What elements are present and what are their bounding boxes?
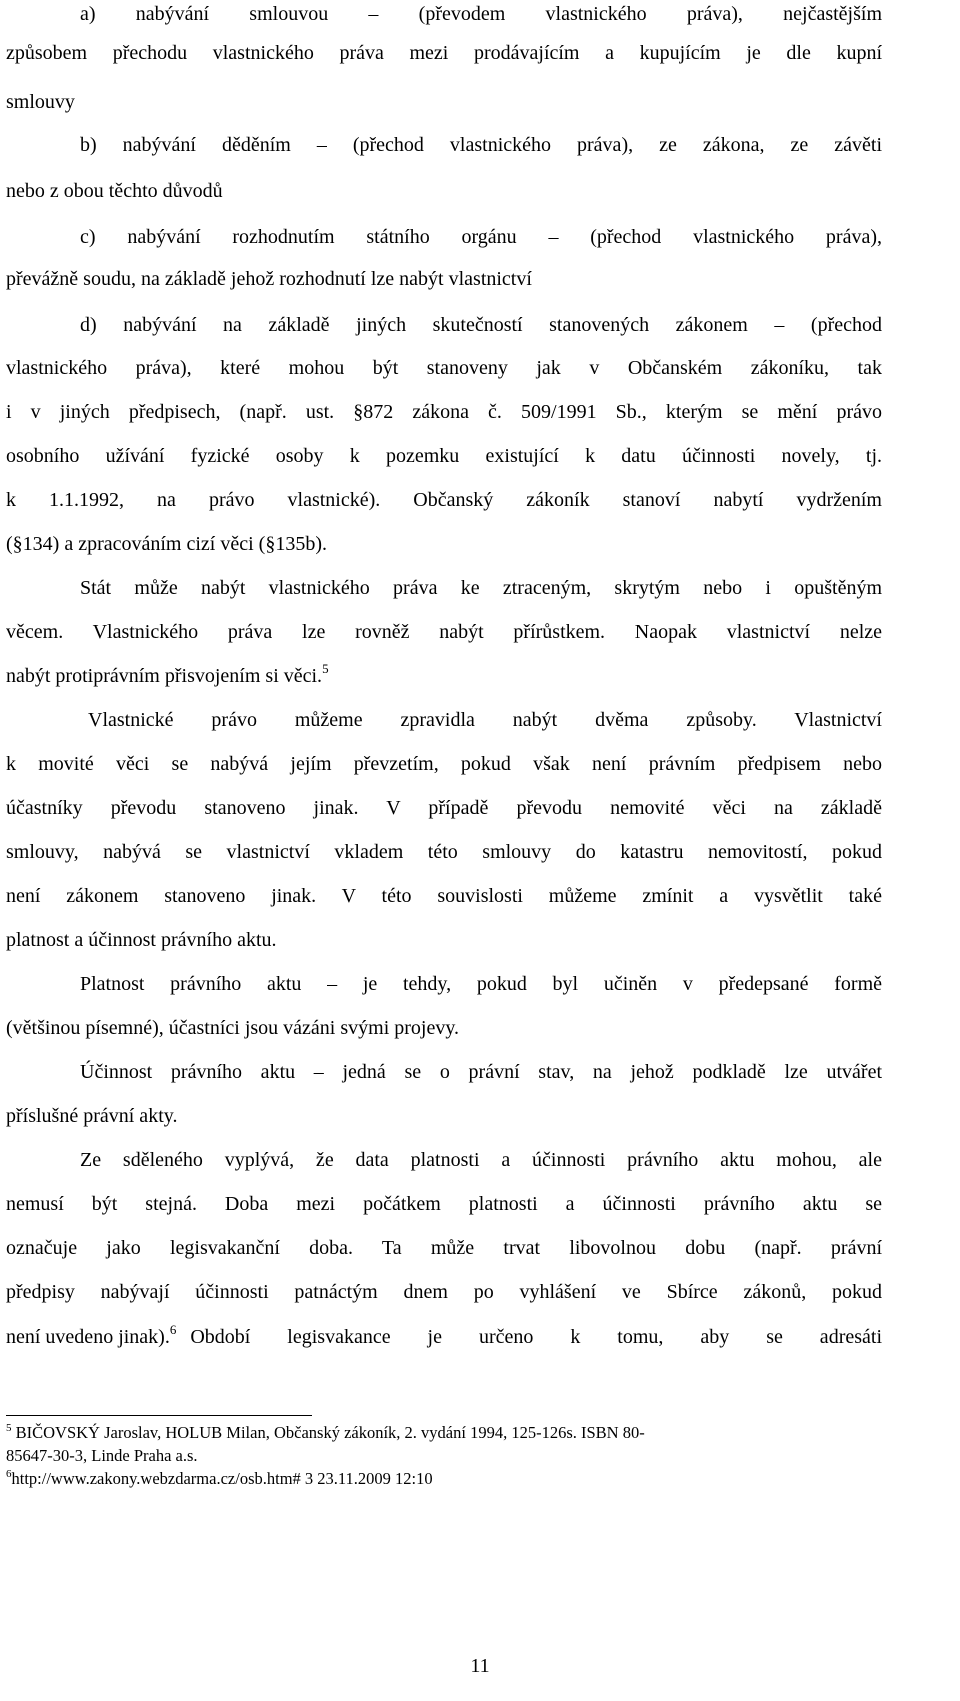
footnote-number: 6	[6, 1468, 12, 1480]
text-line: osobního užívání fyzické osoby k pozemku existující k datu účinnosti novely, tj.	[6, 445, 882, 467]
footnote-separator	[6, 1415, 312, 1416]
footnote-6	[6, 1469, 433, 1489]
text-line: vlastnického práva), které mohou být stanoveny jak v Občanském zákoníku, tak	[6, 357, 882, 379]
text-line: smlouvy, nabývá se vlastnictví vkladem této smlouvy do katastru nemovitostí, pokud	[6, 841, 882, 863]
text-line: (většinou písemné), účastníci jsou vázáni svými projevy.	[6, 1017, 460, 1039]
text-line: platnost a účinnost právního aktu.	[6, 929, 277, 951]
text-line	[6, 1322, 882, 1349]
text-line: k 1.1.1992, na právo vlastnické). Občanský zákoník stanoví nabytí vydržením	[6, 489, 882, 511]
text-span	[6, 1322, 177, 1349]
text-span: není uvedeno jinak).	[6, 1326, 170, 1348]
footnote-text: BIČOVSKÝ Jaroslav, HOLUB Milan, Občanský zákoník, 2. vydání 1994, 125-126s. ISBN 80-	[15, 1423, 645, 1442]
text-line: příslušné právní akty.	[6, 1105, 178, 1127]
text-span: Období legisvakance je určeno k tomu, aby se adresáti	[190, 1326, 882, 1348]
text-line: i v jiných předpisech, (např. ust. §872 zákona č. 509/1991 Sb., kterým se mění právo	[6, 401, 882, 423]
footnote-link[interactable]: http://www.zakony.webzdarma.cz/osb.htm# 3 23.11.2009 12:10	[11, 1469, 433, 1488]
text-line: Stát může nabýt vlastnického práva ke ztraceným, skrytým nebo i opuštěným	[80, 577, 882, 599]
text-line: účastníky převodu stanoveno jinak. V případě převodu nemovité věci na základě	[6, 797, 882, 819]
text-line: způsobem přechodu vlastnického práva mezi prodávajícím a kupujícím je dle kupní	[6, 42, 882, 64]
text-line	[6, 661, 329, 688]
text-line: Platnost právního aktu – je tehdy, pokud byl učiněn v předepsané formě	[80, 973, 882, 995]
text-line: Ze sděleného vyplývá, že data platnosti a účinnosti právního aktu mohou, ale	[80, 1149, 882, 1171]
footnote-5	[6, 1423, 645, 1443]
text-line: d) nabývání na základě jiných skutečností stanovených zákonem – (přechod	[80, 314, 882, 336]
text-line: převážně soudu, na základě jehož rozhodnutí lze nabýt vlastnictví	[6, 268, 532, 290]
text-line: nemusí být stejná. Doba mezi počátkem platnosti a účinnosti právního aktu se	[6, 1193, 882, 1215]
footnote-number: 5	[6, 1422, 12, 1434]
text-span: nabýt protiprávním přisvojením si věci.	[6, 665, 323, 687]
footnote-5-continuation: 85647-30-3, Linde Praha a.s.	[6, 1446, 198, 1465]
text-line: nebo z obou těchto důvodů	[6, 180, 223, 202]
text-line: označuje jako legisvakanční doba. Ta může trvat libovolnou dobu (např. právní	[6, 1237, 882, 1259]
text-line: b) nabývání děděním – (přechod vlastnického práva), ze zákona, ze závěti	[80, 134, 882, 156]
text-line: k movité věci se nabývá jejím převzetím, pokud však není právním předpisem nebo	[6, 753, 882, 775]
text-line: předpisy nabývají účinnosti patnáctým dnem po vyhlášení ve Sbírce zákonů, pokud	[6, 1281, 882, 1303]
footnote-ref-6: 6	[169, 1322, 177, 1337]
text-line: (§134) a zpracováním cizí věci (§135b).	[6, 533, 327, 555]
text-line: Vlastnické právo můžeme zpravidla nabýt dvěma způsoby. Vlastnictví	[88, 709, 882, 731]
footnote-ref-5: 5	[322, 661, 329, 676]
text-line: c) nabývání rozhodnutím státního orgánu – (přechod vlastnického práva),	[80, 226, 882, 248]
text-line: smlouvy	[6, 91, 75, 113]
text-line: není zákonem stanoveno jinak. V této souvislosti můžeme zmínit a vysvětlit také	[6, 885, 882, 907]
text-line: věcem. Vlastnického práva lze rovněž nabýt přírůstkem. Naopak vlastnictví nelze	[6, 621, 882, 643]
text-line: a) nabývání smlouvou – (převodem vlastnického práva), nejčastějším	[80, 3, 882, 25]
page-number: 11	[470, 1655, 490, 1677]
text-line: Účinnost právního aktu – jedná se o právní stav, na jehož podkladě lze utvářet	[80, 1061, 882, 1083]
